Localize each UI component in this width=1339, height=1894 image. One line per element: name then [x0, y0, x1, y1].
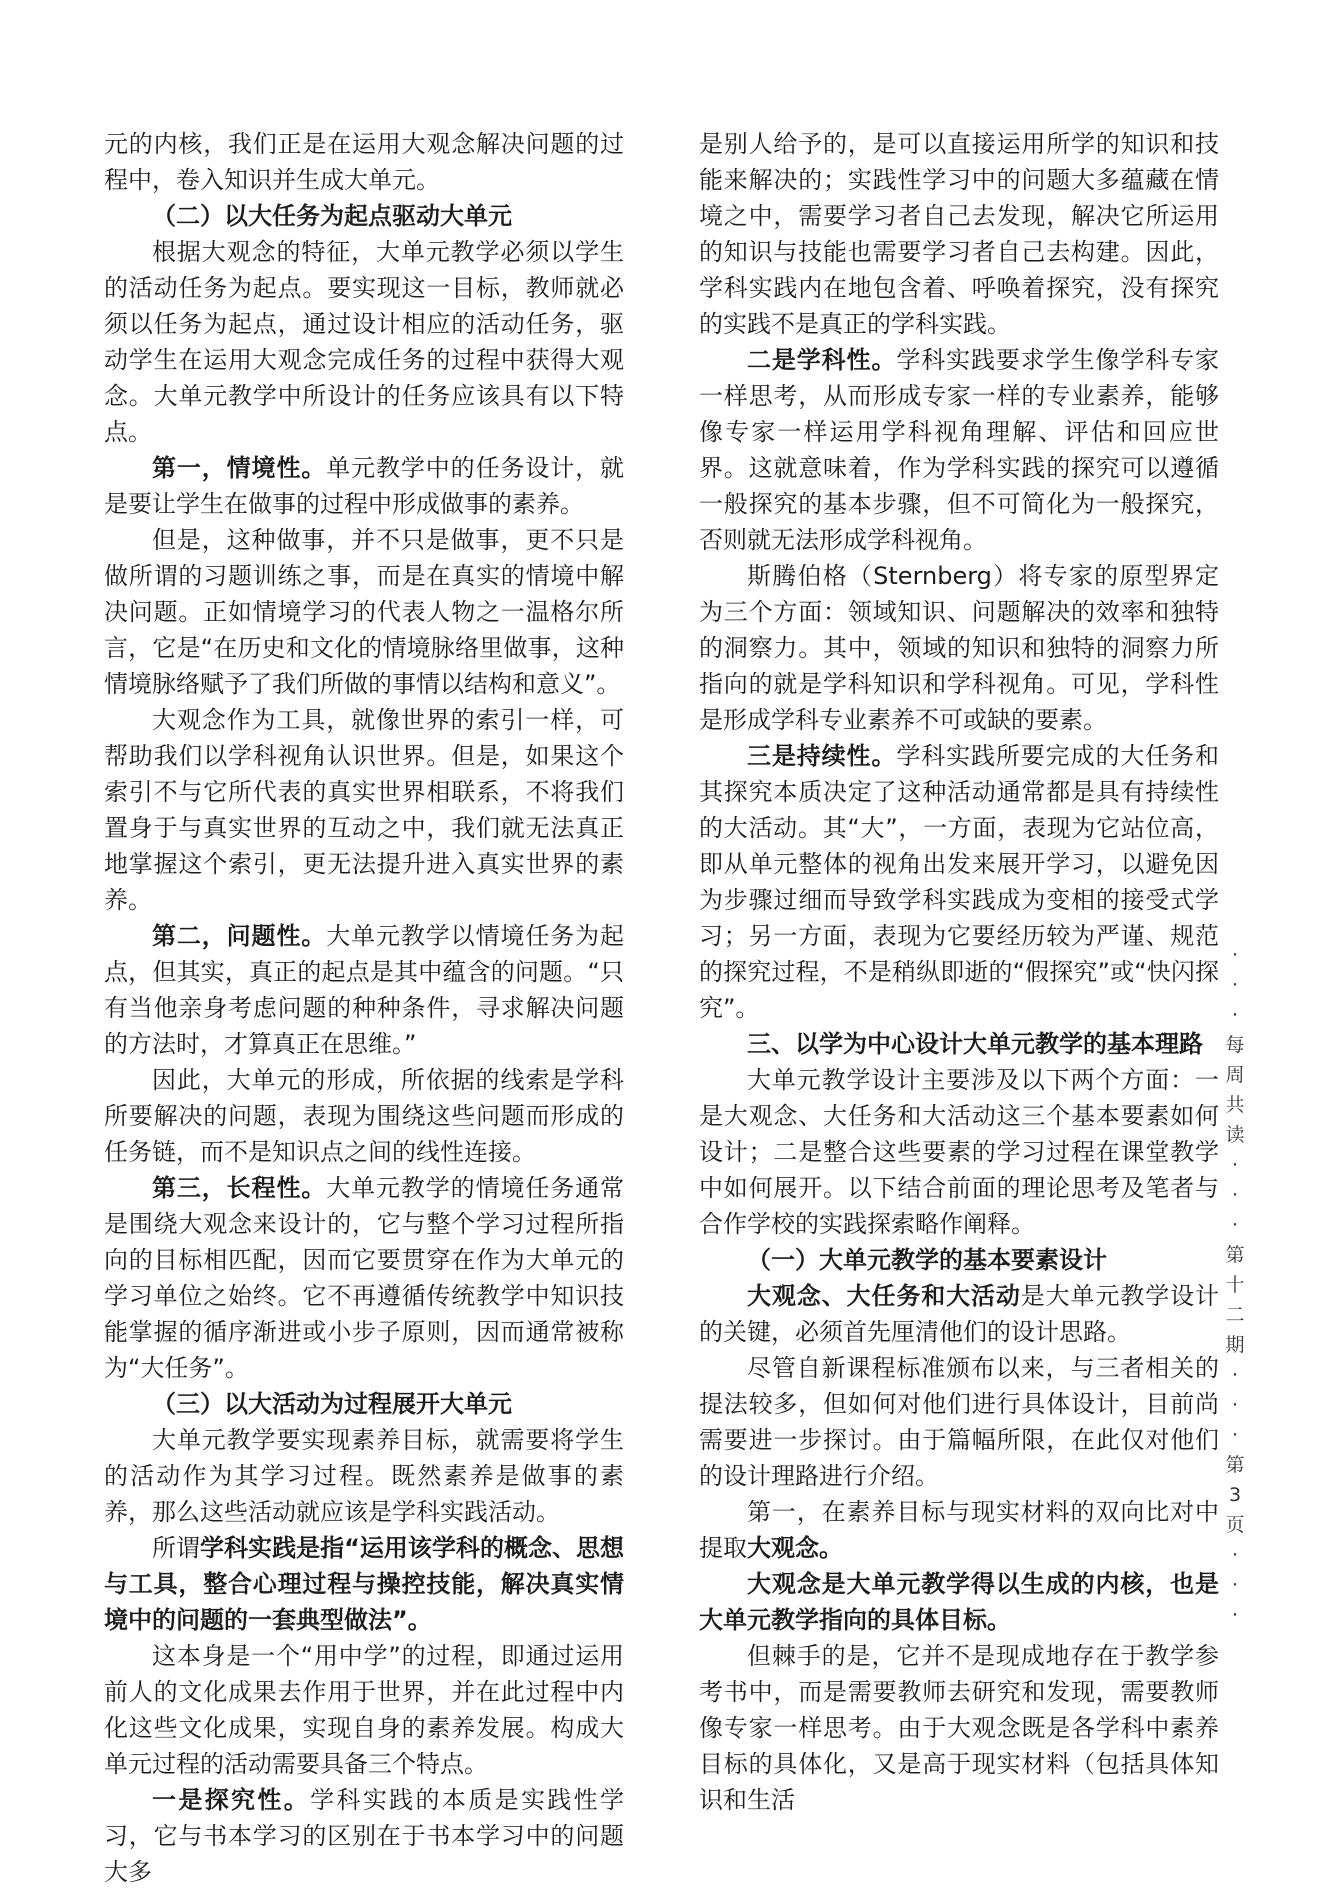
- bold-statement: 大观念是大单元教学得以生成的内核，也是大单元教学指向的具体目标。: [699, 1570, 1219, 1634]
- bold-lead: 第二，问题性。: [152, 922, 327, 950]
- bold-lead: 大观念、大任务和大活动: [747, 1282, 1021, 1310]
- paragraph: [699, 342, 1219, 558]
- paragraph: 大单元教学要实现素养目标，就需要将学生的活动作为其学习过程。既然素养是做事的素养，那么这些活动就应该是学科实践活动。: [104, 1426, 624, 1526]
- paragraph-text: 大单元教学的情境任务通常是围绕大观念来设计的，它与整个学习过程所指向的目标相匹配，因而它要贯穿在作为大单元的学习单位之始终。它不再遵循传统教学中知识技能掌握的循序渐进或小步子原则，因而通常被称为“大任务”。: [104, 1174, 625, 1382]
- paragraph: 大观念作为工具，就像世界的索引一样，可帮助我们以学科视角认识世界。但是，如果这个索引不与它所代表的真实世界相联系，不将我们置身于与真实世界的互动之中，我们就无法真正地掌握这个索引，更无法提升进入真实世界的素养。: [104, 706, 624, 914]
- sidebar-char: ·: [1231, 1424, 1239, 1446]
- sidebar-char: 十: [1225, 1274, 1245, 1296]
- paragraph: [699, 1278, 1219, 1350]
- bold-definition: 学科实践是指“运用该学科的概念、思想与工具，整合心理过程与操控技能，解决真实情境中的问题的一套典型做法”。: [104, 1534, 624, 1634]
- issue-page-sidebar: [1222, 940, 1248, 1630]
- sidebar-char: ·: [1231, 1544, 1239, 1566]
- paragraph-text: 是大单元教学设计的关键，必须首先厘清他们的设计思路。: [699, 1282, 1220, 1346]
- paragraph-text: 学科实践的本质是实践性学习，它与书本学习的区别在于书本学习中的问题大多: [104, 1786, 625, 1886]
- paragraph: [104, 1530, 624, 1638]
- paragraph: [699, 1566, 1219, 1638]
- sidebar-char: ·: [1231, 1184, 1239, 1206]
- sidebar-char: ·: [1231, 1574, 1239, 1596]
- paragraph: 尽管自新课程标准颁布以来，与三者相关的提法较多，但如何对他们进行具体设计，目前尚需要进一步探讨。由于篇幅所限，在此仅对他们的设计理路进行介绍。: [699, 1354, 1219, 1490]
- paragraph: 但是，这种做事，并不只是做事，更不只是做所谓的习题训练之事，而是在真实的情境中解决问题。正如情境学习的代表人物之一温格尔所言，它是“在历史和文化的情境脉络里做事，这种情境脉络赋予了我们所做的事情以结构和意义”。: [104, 526, 624, 698]
- paragraph: 是别人给予的，是可以直接运用所学的知识和技能来解决的；实践性学习中的问题大多蕴藏在情境之中，需要学习者自己去发现，解决它所运用的知识与技能也需要学习者自己去构建。因此，学科实践内在地包含着、呼唤着探究，没有探究的实践不是真正的学科实践。: [699, 130, 1219, 338]
- sidebar-char: 每: [1225, 1034, 1245, 1056]
- paragraph: 斯腾伯格（Sternberg）将专家的原型界定为三个方面：领域知识、问题解决的效率和独特的洞察力。其中，领域的知识和独特的洞察力所指向的就是学科知识和学科视角。可见，学科性是形成学科专业素养不可或缺的要素。: [699, 562, 1219, 734]
- paragraph-text: 所谓: [152, 1534, 201, 1562]
- sidebar-char: ·: [1231, 1214, 1239, 1236]
- sidebar-char: ·: [1231, 1364, 1239, 1386]
- paragraph-text: 单元教学中的任务设计，就是要让学生在做事的过程中形成做事的素养。: [104, 454, 625, 518]
- bold-lead: 一是探究性。: [152, 1786, 311, 1814]
- paragraph: [104, 450, 624, 522]
- paragraph-text: 学科实践要求学生像学科专家一样思考，从而形成专家一样的专业素养，能够像专家一样运用学科视角理解、评估和回应世界。这就意味着，作为学科实践的探究可以遵循一般探究的基本步骤，但不可简化为一般探究，否则就无法形成学科视角。: [699, 346, 1220, 554]
- paragraph: 但棘手的是，它并不是现成地存在于教学参考书中，而是需要教师去研究和发现，需要教师像专家一样思考。由于大观念既是各学科中素养目标的具体化，又是高于现实材料（包括具体知识和生活: [699, 1642, 1219, 1814]
- paragraph-text: 大单元教学以情境任务为起点，但其实，真正的起点是其中蕴含的问题。“只有当他亲身考虑问题的种种条件，寻求解决问题的方法时，才算真正在思维。”: [104, 922, 625, 1058]
- paragraph: [104, 1782, 624, 1890]
- sidebar-char: ·: [1231, 974, 1239, 996]
- sidebar-char: 第: [1225, 1454, 1245, 1476]
- bold-lead: 三是持续性。: [747, 742, 897, 770]
- paragraph-text: 学科实践所要完成的大任务和其探究本质决定了这种活动通常都是具有持续性的大活动。其“大”，一方面，表现为它站位高，即从单元整体的视角出发来展开学习，以避免因为步骤过细而导致学科实践成为变相的接受式学习；另一方面，表现为它要经历较为严谨、规范的探究过程，不是稍纵即逝的“假探究”或“快闪探究”。: [699, 742, 1220, 1022]
- paragraph: 元的内核，我们正是在运用大观念解决问题的过程中，卷入知识并生成大单元。: [104, 130, 624, 194]
- paragraph: [699, 1494, 1219, 1566]
- paragraph: 大单元教学设计主要涉及以下两个方面：一是大观念、大任务和大活动这三个基本要素如何设计；二是整合这些要素的学习过程在课堂教学中如何展开。以下结合前面的理论思考及笔者与合作学校的实践探索略作阐释。: [699, 1066, 1219, 1238]
- section-heading-main: 三、以学为中心设计大单元教学的基本理路: [747, 1030, 1203, 1058]
- paragraph: 根据大观念的特征，大单元教学必须以学生的活动任务为起点。要实现这一目标，教师就必须以任务为起点，通过设计相应的活动任务，驱动学生在运用大观念完成任务的过程中获得大观念。大单元教学中所设计的任务应该具有以下特点。: [104, 238, 624, 446]
- sidebar-char: 3: [1228, 1484, 1242, 1506]
- bold-lead: 第一，情境性。: [152, 454, 327, 482]
- sidebar-char: 页: [1225, 1514, 1245, 1536]
- sidebar-char: 二: [1225, 1304, 1245, 1326]
- sidebar-char: 读: [1225, 1124, 1245, 1146]
- paragraph: [104, 1170, 624, 1386]
- bold-lead: 二是学科性。: [747, 346, 897, 374]
- paragraph: 这本身是一个“用中学”的过程，即通过运用前人的文化成果去作用于世界，并在此过程中内化这些文化成果，实现自身的素养发展。构成大单元过程的活动需要具备三个特点。: [104, 1642, 624, 1778]
- bold-term: 大观念。: [747, 1534, 843, 1562]
- sidebar-char: ·: [1231, 1154, 1239, 1176]
- sidebar-char: 期: [1225, 1334, 1245, 1356]
- paragraph: 因此，大单元的形成，所依据的线索是学科所要解决的问题，表现为围绕这些问题而形成的任务链，而不是知识点之间的线性连接。: [104, 1066, 624, 1166]
- sidebar-char: 第: [1225, 1244, 1245, 1266]
- left-column: [104, 126, 624, 1890]
- paragraph: [699, 738, 1219, 1026]
- sidebar-char: 共: [1225, 1094, 1245, 1116]
- paragraph-text: 第一，在素养目标与现实材料的双向比对中提取: [699, 1498, 1219, 1562]
- right-column: [699, 126, 1219, 1818]
- sidebar-char: ·: [1231, 944, 1239, 966]
- sidebar-char: ·: [1231, 1604, 1239, 1626]
- bold-lead: 第三，长程性。: [152, 1174, 327, 1202]
- section-heading-task: （二）以大任务为起点驱动大单元: [152, 202, 512, 230]
- section-heading-activity: （三）以大活动为过程展开大单元: [152, 1390, 512, 1418]
- paragraph: [104, 918, 624, 1062]
- sidebar-char: ·: [1231, 1004, 1239, 1026]
- sidebar-char: ·: [1231, 1394, 1239, 1416]
- sidebar-char: 周: [1225, 1064, 1245, 1086]
- section-heading-elements: （一）大单元教学的基本要素设计: [747, 1246, 1107, 1274]
